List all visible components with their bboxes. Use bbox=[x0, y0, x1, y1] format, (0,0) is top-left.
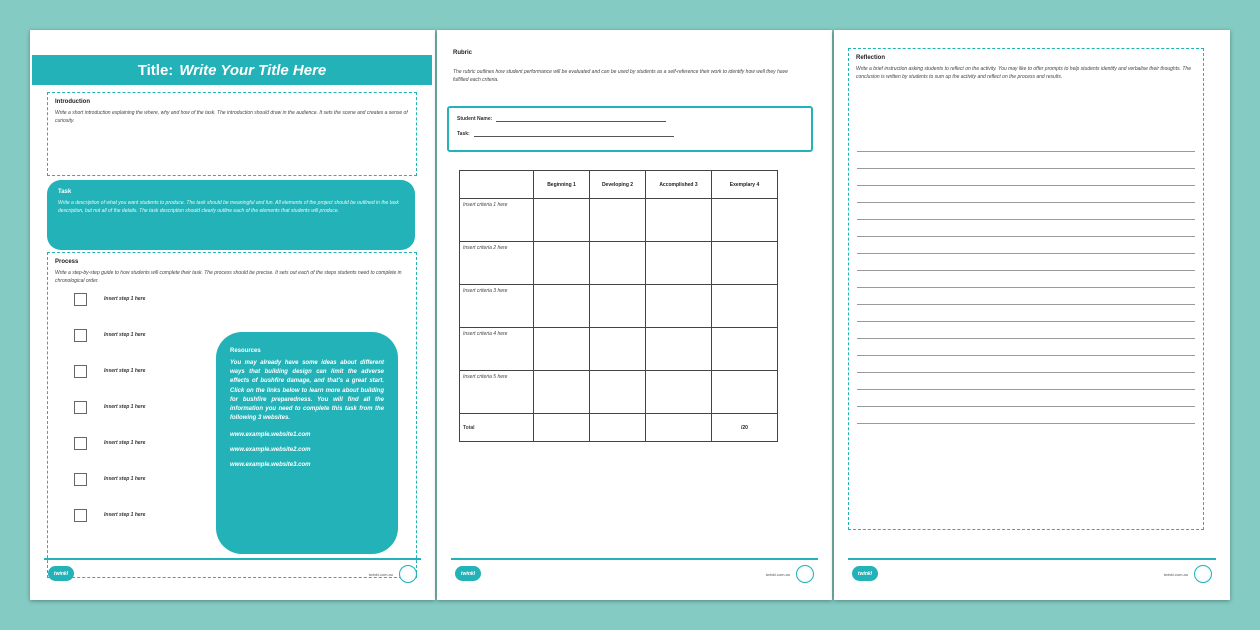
ruled-line[interactable] bbox=[857, 372, 1195, 373]
criteria-cell: Insert criteria 1 here bbox=[460, 199, 534, 242]
rubric-table bbox=[459, 170, 778, 442]
rubric-cell[interactable] bbox=[534, 242, 590, 285]
footer-url: twinkl.com.au bbox=[368, 572, 393, 577]
rubric-cell[interactable] bbox=[590, 285, 646, 328]
task-text: Write a description of what you want students to produce. The task should be meaningful and fun. All elements of the project should be outlined in the task description, but not all of the details. The task description should clearly outline each of the elements that students will produce. bbox=[58, 200, 399, 214]
ruled-line[interactable] bbox=[857, 253, 1195, 254]
rubric-cell[interactable] bbox=[534, 199, 590, 242]
ruled-line[interactable] bbox=[857, 168, 1195, 169]
twinkl-logo: twinkl bbox=[852, 566, 878, 581]
page-2 bbox=[437, 30, 832, 600]
reflection-section bbox=[848, 48, 1204, 530]
footer-url: twinkl.com.au bbox=[1163, 572, 1188, 577]
rubric-cell[interactable] bbox=[646, 328, 712, 371]
title-value[interactable]: Write Your Title Here bbox=[179, 61, 327, 79]
twinkl-logo: twinkl bbox=[48, 566, 74, 581]
rubric-cell[interactable] bbox=[590, 328, 646, 371]
rubric-cell[interactable] bbox=[646, 371, 712, 414]
rubric-cell[interactable] bbox=[712, 371, 778, 414]
seal-icon bbox=[399, 565, 417, 583]
table-header-row bbox=[460, 171, 778, 199]
rubric-cell[interactable] bbox=[712, 285, 778, 328]
introduction-heading: Introduction bbox=[55, 99, 90, 105]
seal-icon bbox=[1194, 565, 1212, 583]
resource-link[interactable]: www.example.website2.com bbox=[230, 447, 311, 454]
ruled-line[interactable] bbox=[857, 389, 1195, 390]
step-checkbox[interactable] bbox=[74, 437, 87, 450]
table-row bbox=[460, 328, 778, 371]
resources-heading: Resources bbox=[230, 348, 261, 354]
introduction-section bbox=[47, 92, 417, 176]
task-line bbox=[474, 131, 674, 137]
ruled-line[interactable] bbox=[857, 321, 1195, 322]
total-row bbox=[460, 414, 778, 442]
column-header: Exemplary 4 bbox=[712, 171, 778, 199]
resources-text: You may already have some ideas about different ways that building design can limit the adverse effects of bushfire damage, and that's a great start. Click on the links below to learn more about building for bushfire preparedness. You will find all the information you need to complete this task from the following 3 websites. bbox=[230, 360, 384, 422]
criteria-cell: Insert criteria 2 here bbox=[460, 242, 534, 285]
step-label: Insert step 1 here bbox=[104, 296, 146, 302]
step-checkbox[interactable] bbox=[74, 401, 87, 414]
step-checkbox[interactable] bbox=[74, 293, 87, 306]
ruled-line[interactable] bbox=[857, 219, 1195, 220]
ruled-line[interactable] bbox=[857, 287, 1195, 288]
ruled-line[interactable] bbox=[857, 423, 1195, 424]
rubric-cell[interactable] bbox=[712, 199, 778, 242]
rubric-cell bbox=[534, 414, 590, 442]
step-label: Insert step 1 here bbox=[104, 512, 146, 518]
ruled-line[interactable] bbox=[857, 202, 1195, 203]
table-row bbox=[460, 371, 778, 414]
table-row bbox=[460, 242, 778, 285]
ruled-line[interactable] bbox=[857, 185, 1195, 186]
rubric-text: The rubric outlines how student performance will be evaluated and can be used by students as a self-reference their work to identify how well they have fulfilled each criteria. bbox=[453, 69, 788, 83]
step-item bbox=[74, 364, 145, 378]
reflection-text: Write a brief instruction asking students to reflect on the activity. You may like to offer prompts to help students identify and verbalise their thoughts. The conclusion is written by students to sum up the activity and reflect on the process and results. bbox=[856, 66, 1191, 80]
rubric-cell[interactable] bbox=[646, 285, 712, 328]
resources-section bbox=[216, 332, 398, 554]
step-item bbox=[74, 400, 145, 414]
rubric-cell bbox=[646, 414, 712, 442]
step-item bbox=[74, 472, 145, 486]
step-checkbox[interactable] bbox=[74, 509, 87, 522]
step-label: Insert step 1 here bbox=[104, 476, 146, 482]
page-footer bbox=[848, 558, 1216, 588]
step-label: Insert step 1 here bbox=[104, 404, 146, 410]
step-item bbox=[74, 292, 145, 306]
resource-link[interactable]: www.example.website3.com bbox=[230, 462, 311, 469]
student-info-box bbox=[447, 106, 813, 152]
student-name-label: Student Name: bbox=[457, 116, 493, 122]
corner-cell bbox=[460, 171, 534, 199]
rubric-cell[interactable] bbox=[590, 242, 646, 285]
rubric-heading: Rubric bbox=[453, 50, 473, 56]
ruled-line[interactable] bbox=[857, 236, 1195, 237]
rubric-cell[interactable] bbox=[534, 371, 590, 414]
rubric-cell[interactable] bbox=[712, 242, 778, 285]
process-heading: Process bbox=[55, 259, 79, 265]
task-section bbox=[47, 180, 415, 250]
step-label: Insert step 1 here bbox=[104, 368, 146, 374]
step-item bbox=[74, 328, 145, 342]
student-name-line bbox=[496, 116, 666, 122]
reflection-heading: Reflection bbox=[856, 55, 886, 61]
ruled-line[interactable] bbox=[857, 406, 1195, 407]
column-header: Developing 2 bbox=[590, 171, 646, 199]
table-row bbox=[460, 285, 778, 328]
step-label: Insert step 1 here bbox=[104, 440, 146, 446]
column-header: Accomplished 3 bbox=[646, 171, 712, 199]
total-label: Total bbox=[460, 414, 534, 442]
seal-icon bbox=[796, 565, 814, 583]
rubric-cell[interactable] bbox=[590, 371, 646, 414]
ruled-line[interactable] bbox=[857, 304, 1195, 305]
ruled-line[interactable] bbox=[857, 338, 1195, 339]
step-item bbox=[74, 508, 145, 522]
rubric-cell bbox=[590, 414, 646, 442]
footer-url: twinkl.com.au bbox=[765, 572, 790, 577]
rubric-cell[interactable] bbox=[646, 199, 712, 242]
twinkl-logo: twinkl bbox=[455, 566, 481, 581]
ruled-line[interactable] bbox=[857, 151, 1195, 152]
task-field[interactable] bbox=[457, 131, 803, 137]
resource-link[interactable]: www.example.website1.com bbox=[230, 432, 311, 439]
process-text: Write a step-by-step guide to how students will complete their task. The process should be precise. It sets out each of the steps students need to complete in chronological order. bbox=[55, 270, 402, 284]
ruled-line[interactable] bbox=[857, 355, 1195, 356]
step-label: Insert step 1 here bbox=[104, 332, 146, 338]
criteria-cell: Insert criteria 4 here bbox=[460, 328, 534, 371]
column-header: Beginning 1 bbox=[534, 171, 590, 199]
rubric-cell[interactable] bbox=[590, 199, 646, 242]
student-name-field[interactable] bbox=[457, 116, 803, 122]
step-item bbox=[74, 436, 145, 450]
title-bar bbox=[32, 55, 432, 85]
ruled-line[interactable] bbox=[857, 270, 1195, 271]
page-1 bbox=[30, 30, 435, 600]
total-score[interactable]: /20 bbox=[712, 414, 778, 442]
page-3 bbox=[834, 30, 1230, 600]
task-label: Task: bbox=[457, 131, 470, 137]
task-heading: Task bbox=[58, 189, 72, 195]
table-row bbox=[460, 199, 778, 242]
rubric-cell[interactable] bbox=[534, 285, 590, 328]
criteria-cell: Insert criteria 5 here bbox=[460, 371, 534, 414]
rubric-cell[interactable] bbox=[646, 242, 712, 285]
step-checkbox[interactable] bbox=[74, 473, 87, 486]
title-label: Title: bbox=[137, 61, 174, 79]
step-checkbox[interactable] bbox=[74, 365, 87, 378]
rubric-cell[interactable] bbox=[534, 328, 590, 371]
step-checkbox[interactable] bbox=[74, 329, 87, 342]
introduction-text: Write a short introduction explaining the where, why and how of the task. The introduction should draw in the audience. It sets the scene and creates a sense of curiosity. bbox=[55, 110, 408, 124]
rubric-cell[interactable] bbox=[712, 328, 778, 371]
page-footer bbox=[44, 558, 421, 588]
criteria-cell: Insert criteria 3 here bbox=[460, 285, 534, 328]
page-footer bbox=[451, 558, 818, 588]
